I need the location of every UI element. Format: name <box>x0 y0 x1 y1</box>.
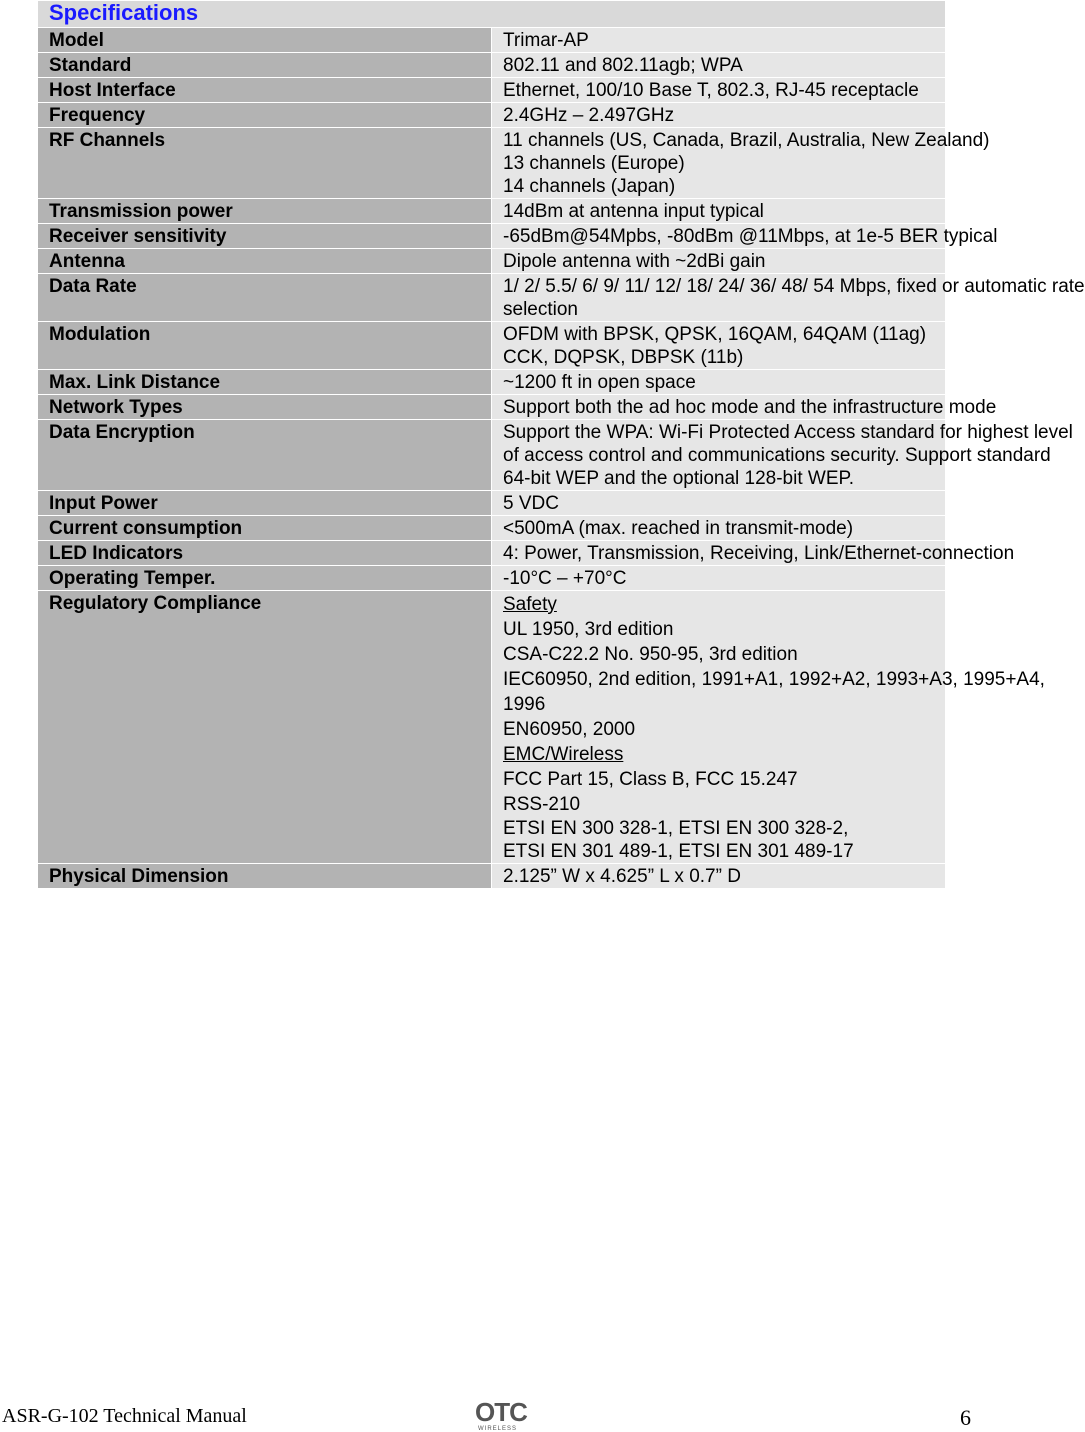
value-line: 64-bit WEP and the optional 128-bit WEP. <box>503 468 855 489</box>
value-line: selection <box>503 299 578 320</box>
spec-label: Network Types <box>38 395 492 420</box>
value-line: 2.4GHz – 2.497GHz <box>503 105 675 126</box>
spec-label: Current consumption <box>38 516 492 541</box>
footer-manual-title: ASR-G-102 Technical Manual <box>2 1405 247 1427</box>
spec-value <box>492 274 1085 322</box>
value-line: ~1200 ft in open space <box>503 372 696 393</box>
spec-value <box>492 199 946 224</box>
spec-label: Data Encryption <box>38 420 492 491</box>
value-line: of access control and communications security. Support standard <box>503 445 1051 466</box>
spec-value <box>492 249 946 274</box>
value-line: Ethernet, 100/10 Base T, 802.3, RJ-45 receptacle <box>503 80 919 101</box>
value-line: 2.125” W x 4.625” L x 0.7” D <box>503 866 741 887</box>
value-line: 1/ 2/ 5.5/ 6/ 9/ 11/ 12/ 18/ 24/ 36/ 48/ 54 Mbps, fixed or automatic rate <box>503 276 1085 297</box>
spec-row <box>38 53 946 78</box>
spec-label: Modulation <box>38 322 492 370</box>
otc-wireless-logo <box>473 1398 539 1432</box>
value-line: EN60950, 2000 <box>503 719 636 740</box>
spec-row-regulatory <box>38 591 946 864</box>
spec-label: Input Power <box>38 491 492 516</box>
value-line: 14 channels (Japan) <box>503 176 676 197</box>
spec-label: Max. Link Distance <box>38 370 492 395</box>
spec-row <box>38 541 946 566</box>
value-line: 1996 <box>503 694 546 715</box>
spec-label: Standard <box>38 53 492 78</box>
spec-value <box>492 224 998 249</box>
value-line: -65dBm@54Mpbs, -80dBm @11Mbps, at 1e-5 BER typical <box>503 226 998 247</box>
value-line: Trimar-AP <box>503 30 589 51</box>
title-cell <box>38 1 946 28</box>
footer-page-number: 6 <box>960 1405 971 1430</box>
spec-value <box>492 491 946 516</box>
value-line: IEC60950, 2nd edition, 1991+A1, 1992+A2, 1993+A3, 1995+A4, <box>503 669 1045 690</box>
value-line: 5 VDC <box>503 493 559 514</box>
spec-row <box>38 28 946 53</box>
value-line: CCK, DQPSK, DBPSK (11b) <box>503 347 744 368</box>
physical-value <box>492 864 946 889</box>
spec-row <box>38 199 946 224</box>
spec-value <box>492 53 946 78</box>
spec-label: Receiver sensitivity <box>38 224 492 249</box>
regulatory-value <box>492 591 1045 864</box>
spec-label: Model <box>38 28 492 53</box>
spec-value <box>492 322 946 370</box>
spec-label: Data Rate <box>38 274 492 322</box>
value-line: OFDM with BPSK, QPSK, 16QAM, 64QAM (11ag) <box>503 324 927 345</box>
logo-wordmark: OTC <box>475 1397 527 1427</box>
spec-value <box>492 516 946 541</box>
spec-label: Frequency <box>38 103 492 128</box>
value-line: Support both the ad hoc mode and the infrastructure mode <box>503 397 997 418</box>
spec-value <box>492 395 997 420</box>
spec-row <box>38 566 946 591</box>
title-row <box>38 1 946 28</box>
regulatory-label: Regulatory Compliance <box>38 591 492 864</box>
value-line: UL 1950, 3rd edition <box>503 619 674 640</box>
value-line: 14dBm at antenna input typical <box>503 201 764 222</box>
spec-value <box>492 541 1015 566</box>
spec-row <box>38 491 946 516</box>
value-line: 4: Power, Transmission, Receiving, Link/Ethernet-connection <box>503 543 1015 564</box>
value-line: 802.11 and 802.11agb; WPA <box>503 55 743 76</box>
spec-row <box>38 516 946 541</box>
specifications-table <box>37 0 1085 889</box>
value-line: RSS-210 <box>503 794 581 815</box>
spec-value <box>492 128 990 199</box>
spec-label: Transmission power <box>38 199 492 224</box>
value-line: Dipole antenna with ~2dBi gain <box>503 251 766 272</box>
spec-row <box>38 370 946 395</box>
spec-row <box>38 395 946 420</box>
emc-heading: EMC/Wireless <box>503 744 624 765</box>
value-line: ETSI EN 301 489-1, ETSI EN 301 489-17 <box>503 841 854 862</box>
value-line: CSA-C22.2 No. 950-95, 3rd edition <box>503 644 798 665</box>
spec-value <box>492 28 946 53</box>
value-line: Support the WPA: Wi-Fi Protected Access standard for highest level <box>503 422 1073 443</box>
spec-row <box>38 224 946 249</box>
safety-heading: Safety <box>503 594 557 615</box>
spec-row <box>38 322 946 370</box>
spec-value <box>492 78 946 103</box>
spec-row <box>38 274 946 322</box>
spec-value <box>492 566 946 591</box>
spec-value <box>492 420 1073 491</box>
physical-label: Physical Dimension <box>38 864 492 889</box>
spec-row <box>38 249 946 274</box>
value-line: -10°C – +70°C <box>503 568 627 589</box>
spec-row <box>38 420 946 491</box>
spec-row <box>38 103 946 128</box>
spec-label: LED Indicators <box>38 541 492 566</box>
section-title: Specifications <box>49 0 199 25</box>
value-line: <500mA (max. reached in transmit-mode) <box>503 518 854 539</box>
value-line: 13 channels (Europe) <box>503 153 685 174</box>
spec-label: Antenna <box>38 249 492 274</box>
spec-label: Host Interface <box>38 78 492 103</box>
value-line: ETSI EN 300 328-1, ETSI EN 300 328-2, <box>503 818 849 839</box>
spec-label: Operating Temper. <box>38 566 492 591</box>
spec-value <box>492 103 946 128</box>
value-line: 11 channels (US, Canada, Brazil, Australia, New Zealand) <box>503 130 990 151</box>
spec-row <box>38 78 946 103</box>
value-line: FCC Part 15, Class B, FCC 15.247 <box>503 769 798 790</box>
logo-subtext: WIRELESS <box>478 1426 518 1432</box>
spec-value <box>492 370 946 395</box>
spec-row-physical <box>38 864 946 889</box>
spec-row <box>38 128 946 199</box>
spec-label: RF Channels <box>38 128 492 199</box>
